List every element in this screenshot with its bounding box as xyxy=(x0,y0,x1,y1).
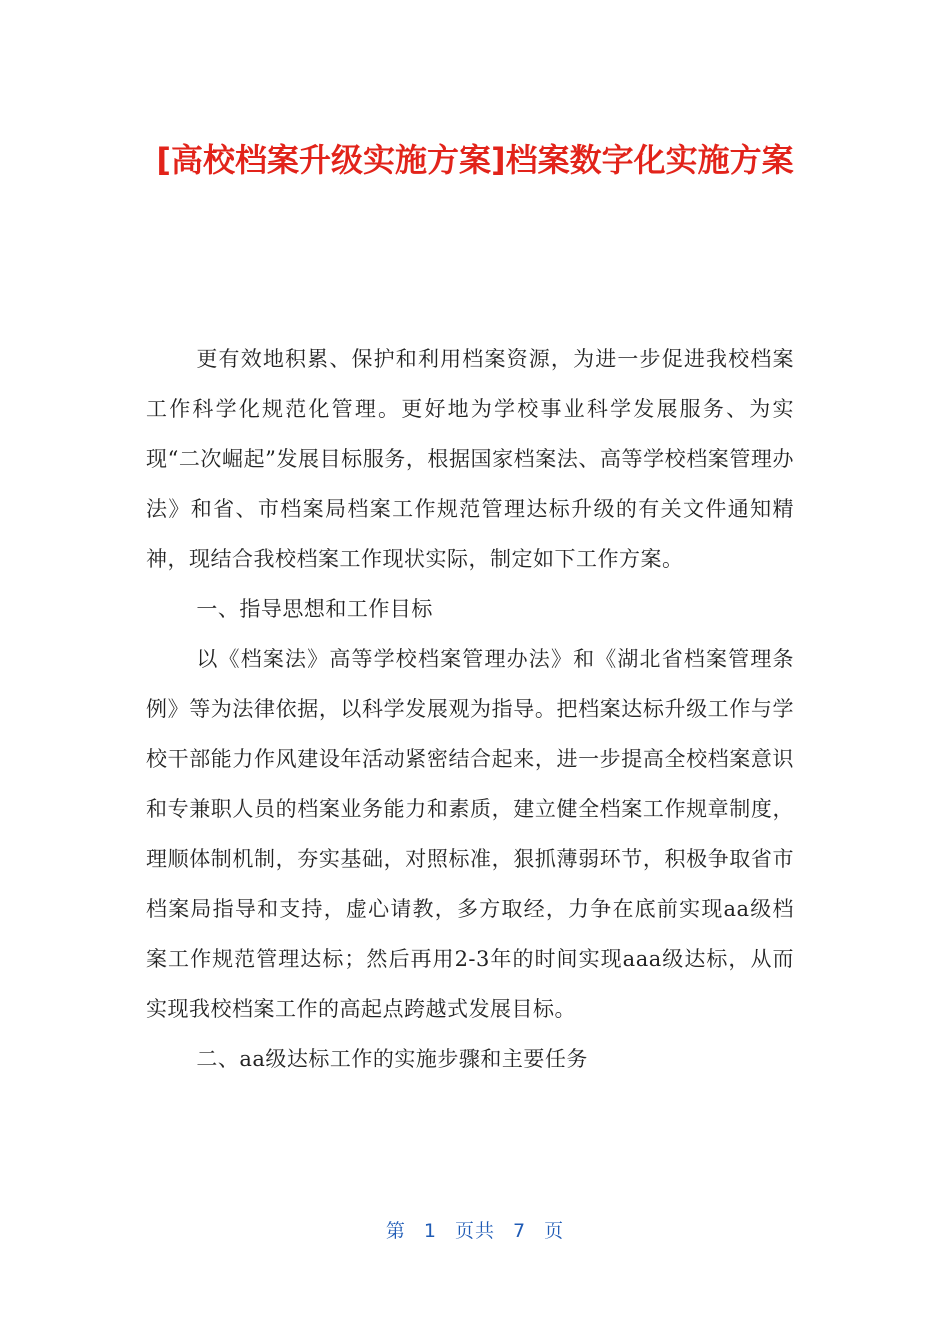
section-heading-1: 一、指导思想和工作目标 xyxy=(196,597,433,621)
footer-current-page: 1 xyxy=(423,1220,437,1242)
document-body xyxy=(146,334,794,1084)
footer-suffix: 页 xyxy=(544,1220,565,1242)
paragraph-guiding-principles: 以《档案法》高等学校档案管理办法》和《湖北省档案管理条例》等为法律依据，以科学发展观为指导。把档案达标升级工作与学校干部能力作风建设年活动紧密结合起来，进一步提高全校档案意识和专兼职人员的档案业务能力和素质，建立健全档案工作规章制度，理顺体制机制，夯实基础，对照标准，狠抓薄弱环节，积极争取省市档案局指导和支持，虚心请教，多方取经，力争在底前实现aa级档案工作规范管理达标；然后再用2-3年的时间实现aaa级达标，从而实现我校档案工作的高起点跨越式发展目标。 xyxy=(146,647,794,1021)
footer-middle: 页共 xyxy=(454,1220,495,1242)
paragraph-intro: 更有效地积累、保护和利用档案资源，为进一步促进我校档案工作科学化规范化管理。更好地为学校事业科学发展服务、为实现“二次崛起”发展目标服务，根据国家档案法、高等学校档案管理办法》和省、市档案局档案工作规范管理达标升级的有关文件通知精神，现结合我校档案工作现状实际，制定如下工作方案。 xyxy=(146,347,794,571)
page-footer xyxy=(0,1216,950,1243)
document-title: [高校档案升级实施方案]档案数字化实施方案 xyxy=(156,141,794,179)
section-heading-2: 二、aa级达标工作的实施步骤和主要任务 xyxy=(196,1047,588,1071)
footer-prefix: 第 xyxy=(385,1220,406,1242)
footer-total-pages: 7 xyxy=(513,1220,527,1242)
